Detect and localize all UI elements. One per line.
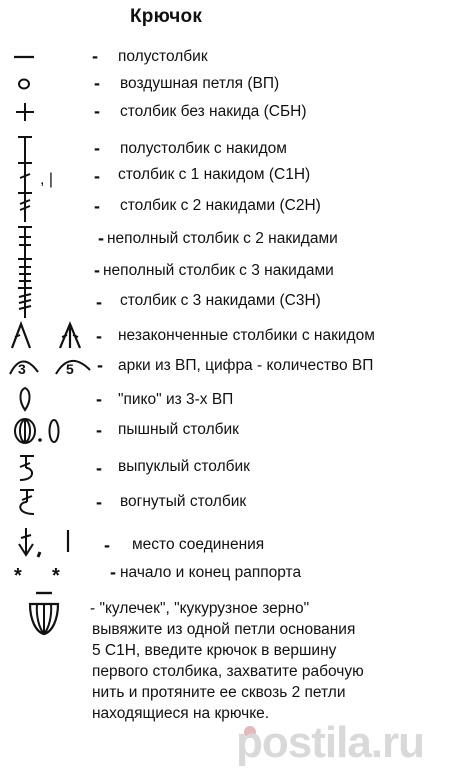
svg-text:5: 5	[66, 361, 74, 377]
legend-row: - "пико" из 3-х ВП	[0, 384, 460, 414]
double-treble-symbol	[6, 285, 86, 315]
incomplete-double-treble-symbol	[6, 256, 86, 286]
legend-row: - столбик с 2 накидами (С2Н)	[0, 190, 460, 220]
cluster-stitch-symbol	[4, 320, 84, 350]
popcorn-description: - "кулечек", "кукурузное зерно" вывяжите из одной петли основания 5 С1Н, введите крючок в вершину первого столбика, захватите рабочую нить и протяните ее сквозь 2 петли находящиеся на крючке.	[90, 600, 364, 722]
watermark: postila.ru	[236, 718, 425, 767]
legend-row: - столбик с 3 накидами (С3Н)	[0, 285, 460, 315]
svg-text:*: *	[14, 565, 22, 587]
front-post-symbol	[6, 452, 86, 482]
back-post-symbol	[6, 486, 86, 516]
treble-crochet-symbol	[6, 190, 86, 220]
svg-text:3: 3	[18, 361, 26, 377]
legend-row: - неполный столбик с 3 накидами	[0, 256, 460, 286]
picot-symbol	[6, 384, 86, 414]
chain-arch-symbol	[4, 350, 104, 380]
page-title: Крючок	[130, 6, 203, 27]
legend-row: - полустолбик	[0, 42, 460, 72]
chain-stitch-symbol	[6, 69, 86, 99]
legend-row: - место соединения	[0, 526, 460, 556]
legend-row: - незаконченные столбики с накидом	[0, 320, 460, 350]
legend-row: - воздушная петля (ВП)	[0, 69, 460, 99]
incomplete-treble-symbol	[6, 224, 86, 254]
repeat-marker-symbol	[6, 558, 86, 588]
legend-row: * * - начало и конец раппорта	[0, 558, 460, 588]
half-double-crochet-symbol	[6, 132, 86, 162]
legend-row: 3 5 - арки из ВП, цифра - количество ВП	[0, 350, 460, 380]
popcorn-stitch-symbol	[20, 590, 70, 640]
svg-text:*: *	[52, 565, 60, 587]
legend-row: - неполный столбик с 2 накидами	[0, 224, 460, 254]
join-point-symbol	[6, 526, 86, 556]
puff-stitch-symbol	[6, 415, 86, 445]
legend-row: , | - столбик с 1 накидом (С1Н)	[0, 160, 460, 190]
half-stitch-symbol	[6, 42, 86, 72]
single-crochet-symbol	[6, 97, 86, 127]
legend-row: - столбик без накида (СБН)	[0, 97, 460, 127]
svg-text:, |: , |	[40, 171, 54, 188]
legend-row: - выпуклый столбик	[0, 452, 460, 482]
double-crochet-symbol	[6, 160, 86, 190]
legend-row: - пышный столбик	[0, 415, 460, 445]
legend-row: - полустолбик с накидом	[0, 132, 460, 162]
legend-row: - вогнутый столбик	[0, 486, 460, 516]
